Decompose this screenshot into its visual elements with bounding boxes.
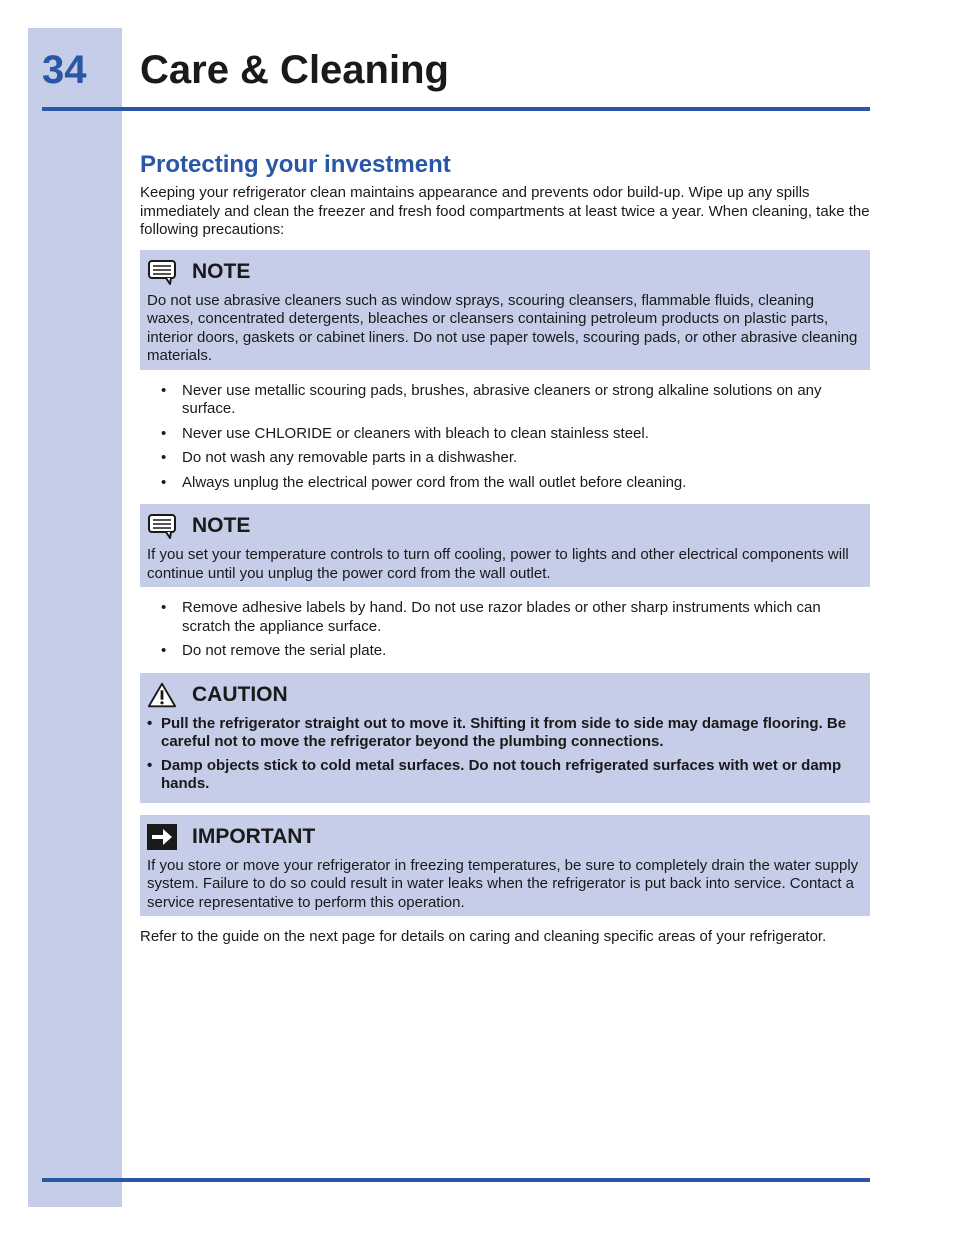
closing-paragraph: Refer to the guide on the next page for details on caring and cleaning specific areas of your refrigerator.	[140, 928, 827, 945]
note-header	[147, 258, 863, 286]
side-band	[28, 28, 122, 1207]
note-box	[140, 250, 870, 370]
list-item: • Do not remove the serial plate.	[140, 642, 870, 661]
important-header	[147, 823, 863, 851]
list-item: • Never use metallic scouring pads, brushes, abrasive cleaners or strong alkaline solutions on any surface.	[140, 382, 870, 419]
label-removal-list	[140, 599, 870, 661]
arrow-right-icon	[147, 824, 177, 850]
note-icon	[147, 513, 177, 539]
warning-icon	[147, 682, 177, 708]
page-number: 34	[42, 48, 87, 92]
note-icon	[147, 259, 177, 285]
important-box	[140, 815, 870, 917]
note-label: NOTE	[192, 514, 251, 537]
note-box	[140, 504, 870, 587]
caution-label: CAUTION	[192, 682, 288, 706]
list-item: • Pull the refrigerator straight out to move it. Shifting it from side to side may damage flooring. Be careful not to move the refrigerator beyond the plumbing connections.	[147, 715, 863, 752]
important-label: IMPORTANT	[192, 824, 316, 848]
note-header	[147, 512, 863, 540]
list-item: • Damp objects stick to cold metal surfaces. Do not touch refrigerated surfaces with wet or damp hands.	[147, 757, 863, 794]
list-item: • Do not wash any removable parts in a dishwasher.	[140, 449, 870, 468]
note-text: Do not use abrasive cleaners such as window sprays, scouring cleansers, flammable fluids, cleaning waxes, concentrated detergents, bleaches or cleansers containing petroleum products on plastic parts, interior doors, gaskets or cabinet liners. Do not use paper towels, scouring pads, or other abrasive cleaning materials.	[147, 291, 858, 364]
section-heading: Protecting your investment	[140, 151, 451, 178]
precautions-list	[140, 382, 870, 493]
intro-paragraph: Keeping your refrigerator clean maintains appearance and prevents odor build-up. Wipe up any spills immediately and clean the freezer and fresh food compartments at least twice a year. When cleaning, take the following precautions:	[140, 184, 870, 238]
important-text: If you store or move your refrigerator in freezing temperatures, be sure to completely drain the water supply system. Failure to do so could result in water leaks when the refrigerator is put back into service. Contact a service representative to perform this operation.	[147, 856, 859, 911]
list-item: • Never use CHLORIDE or cleaners with bleach to clean stainless steel.	[140, 425, 870, 444]
header-rule	[42, 107, 870, 111]
caution-list	[147, 715, 863, 794]
caution-box	[140, 673, 870, 803]
list-item: • Always unplug the electrical power cord from the wall outlet before cleaning.	[140, 474, 870, 493]
caution-header	[147, 681, 863, 709]
note-label: NOTE	[192, 259, 251, 283]
note-text: If you set your temperature controls to turn off cooling, power to lights and other electrical components will continue until you unplug the power cord from the wall outlet.	[147, 546, 849, 582]
footer-rule	[42, 1178, 870, 1182]
list-item: • Remove adhesive labels by hand. Do not use razor blades or other sharp instruments which can scratch the appliance surface.	[140, 599, 870, 636]
page-title: Care & Cleaning	[140, 48, 449, 92]
main-content	[140, 150, 870, 947]
